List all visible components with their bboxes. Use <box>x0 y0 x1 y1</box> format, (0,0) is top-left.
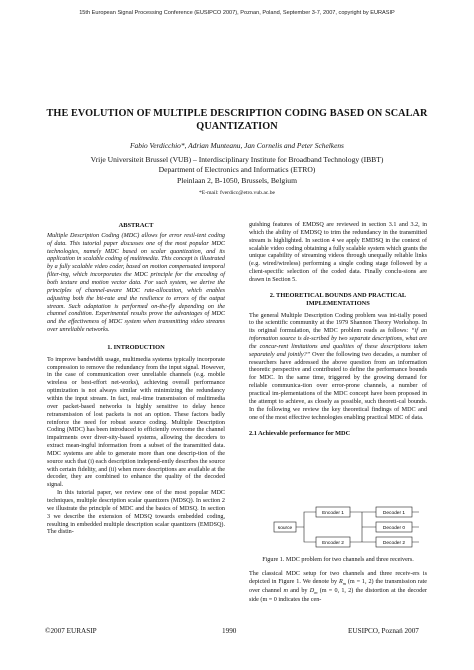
author-email: *E-mail: fverdicc@etro.vub.ac.be <box>199 190 275 196</box>
math-distortion-subscript: m <box>314 590 318 596</box>
footer-conference: EUSIPCO, Poznań 2007 <box>348 627 419 635</box>
section-2-text-b: Over the following two decades, a number of researchers have addressed the above question from an information theoretic perspective and contributed to define the performance bounds for MDC. In the same time, triggered by the growing demand for reliable communica-tion over error-prone channels, a number of practical im-plementations of the MDC concept have been proposed in the attempt to achieve, as closely as possible, such theoreti-cal bounds. In the following we review the key theoretical findings of MDC and one of the most effective technologies enabling practical MDC of data. <box>249 351 427 421</box>
right-bottom-text: The classical MDC setup for two channels and three receiv-ers is depicted in Figure 1. We denote by $R_m$ (m = 1, 2) the transmission rate over channel m and by $D_m$ (m = 0, 1, 2) the distortion at the decoder side (m = 0 indicates the cen- <box>249 571 428 603</box>
intro-paragraph-2: In this tutorial paper, we review one of the most popular MDC techniques, multiple description scalar quantizers (MDSQ). In section 2 we illustrate the principle of MDC and the basics of MDSQ. In section 3 we describe the extension of MDSQ towards embedded coding, resulting in embedded multiple description scalar quantizers (EMDSQ). The distin- <box>47 490 225 536</box>
section-2-heading-line-2: IMPLEMENTATIONS <box>306 299 370 307</box>
output-lines <box>412 512 419 542</box>
encoder-2-label: Encoder 2 <box>322 541 344 546</box>
decoder-1-label: Decoder 1 <box>382 511 406 516</box>
abstract-heading: ABSTRACT <box>118 222 154 229</box>
math-distortion-symbol: D <box>309 587 315 594</box>
affiliation-line-2: Department of Electronics and Informatics (ETRO) <box>158 165 316 175</box>
decoder-connectors <box>350 512 376 542</box>
right-column <box>249 222 427 438</box>
figure-1-caption: Figure 1. MDC problem for two channels and three receivers. <box>262 557 414 563</box>
subsection-2-1-heading: 2.1 Achievable performance for MDC <box>249 430 351 438</box>
abstract-text: Multiple Description Coding (MDC) allows for error resil-ient coding of data. This tutorial paper discusses one of the most popular MDC technologies, namely MDC based on scalar quantization, and its application in scalable coding of multimedia. This concept is illustrated by a fully scalable video coder, based on motion compensated temporal filter-ing, which incorporates the MDC principle for the encoding of both texture and motion vector data. For such system, we derive the principles of channel-aware MDC rate-allocation, which enables adjusting both the bit-rate and the resilience to errors of the output stream. Such adaptation is performed on-the-fly depending on the channel condition. Experimental results prove the advantages of MDC and the effectiveness of MDC system when transmitting video streams over unreliable networks. <box>47 232 225 334</box>
affiliation-line-3: Pleinlaan 2, B-1050, Brussels, Belgium <box>176 175 298 185</box>
section-2-quote: “if an information source is de-scribed by two separate descriptions, what are the concur-rent limitations and qualities of these descriptions taken separately and jointly?” <box>249 328 427 358</box>
source-label: source <box>277 526 293 531</box>
footer-page-number: 1990 <box>222 627 237 635</box>
decoder-2-label: Decoder 2 <box>382 541 406 546</box>
math-rate-subscript: m <box>342 581 346 587</box>
affiliation <box>0 155 474 186</box>
paper-title <box>40 108 434 133</box>
section-2-text-a: The general Multiple Description Coding problem was ini-tially posed to the scientific community at the 1979 Shannon Theory Workshop. In its original formulation, the MDC problem reads as follows: <box>249 312 427 335</box>
title-line-2: QUANTIZATION <box>196 120 278 132</box>
conference-header: 15th European Signal Processing Conference (EUSIPCO 2007), Poznan, Poland, September 3-7, 2007, copyright by EURASIP <box>79 10 395 16</box>
math-rate-symbol: R <box>338 578 343 585</box>
authors: Fabio Verdicchio*, Adrian Munteanu, Jan Cornelis and Peter Schelkens <box>130 141 344 150</box>
footer-copyright: ©2007 EURASIP <box>45 627 97 635</box>
section-2-heading-line-1: 2. THEORETICAL BOUNDS AND PRACTICAL <box>269 291 407 299</box>
setup-text-b: (m = 1, 2) the transmission rate over channel <box>249 578 427 594</box>
setup-text-a: The classical MDC setup for two channels and three receiv-ers is depicted in Figure 1. We denote by <box>249 571 427 585</box>
right-top-paragraph: guishing features of EMDSQ are reviewed in section 3.1 and 3.2, in which the ability of EMDSQ to trim the redundancy in the transmitted stream is highlighted. In section 4 we apply EMDSQ in the context of scalable video coding obtaining a fully scalable system which grants the unique capability of streaming videos through unequally reliable links (e.g. wired/wireless) performing a single coding stage followed by a client-specific selection of the coded data. Finally conclu-sions are drawn in Section 5. <box>249 222 427 283</box>
encoder-1-label: Encoder 1 <box>322 511 344 516</box>
affiliation-line-1: Vrije Universiteit Brussel (VUB) – Interdisciplinary Institute for Broadband Technology (IBBT) <box>90 155 384 164</box>
setup-text-c: and by <box>290 587 308 594</box>
intro-heading: 1. INTRODUCTION <box>107 343 165 351</box>
decoder-0-label: Decoder 0 <box>382 526 406 531</box>
left-column <box>47 222 225 537</box>
source-connectors <box>296 512 316 542</box>
title-line-1: THE EVOLUTION OF MULTIPLE DESCRIPTION CODING BASED ON SCALAR <box>46 108 428 119</box>
section-2-paragraph <box>249 313 427 423</box>
setup-text-d: (m = 0, 1, 2) the distortion at the decoder side (m = 0 indicates the cen- <box>249 587 428 603</box>
section-2-heading <box>249 292 427 308</box>
figure-1-diagram <box>272 503 422 555</box>
intro-paragraph-1: To improve bandwidth usage, multimedia systems typically incorporate compression to remove the redundancy from the input signal. However, in the case of communication over unreliable channels (e.g. mobile wireless or best-effort net-works), achieving overall performance optimization is not always similar with minimizing the redundancy within the input stream. In fact, real-time transmission of multimedia over packet-based networks is highly sensitive to delay hence retransmission of lost packets is not an option. These factors badly reinforce the need for robust source coding. Multiple Description Coding (MDC) has been introduced to efficiently overcome the channel impairments over diver-sity-based systems, allowing the decoders to extract mean-ingful information from a subset of the transmitted data. MDC systems are able to generate more than one descrip-tion of the source such that (i) each description independ-ently describes the source with certain fidelity, and (ii) when more descriptions are available at the decoder, they are combined to enhance the quality of the decoded signal. <box>47 356 225 489</box>
